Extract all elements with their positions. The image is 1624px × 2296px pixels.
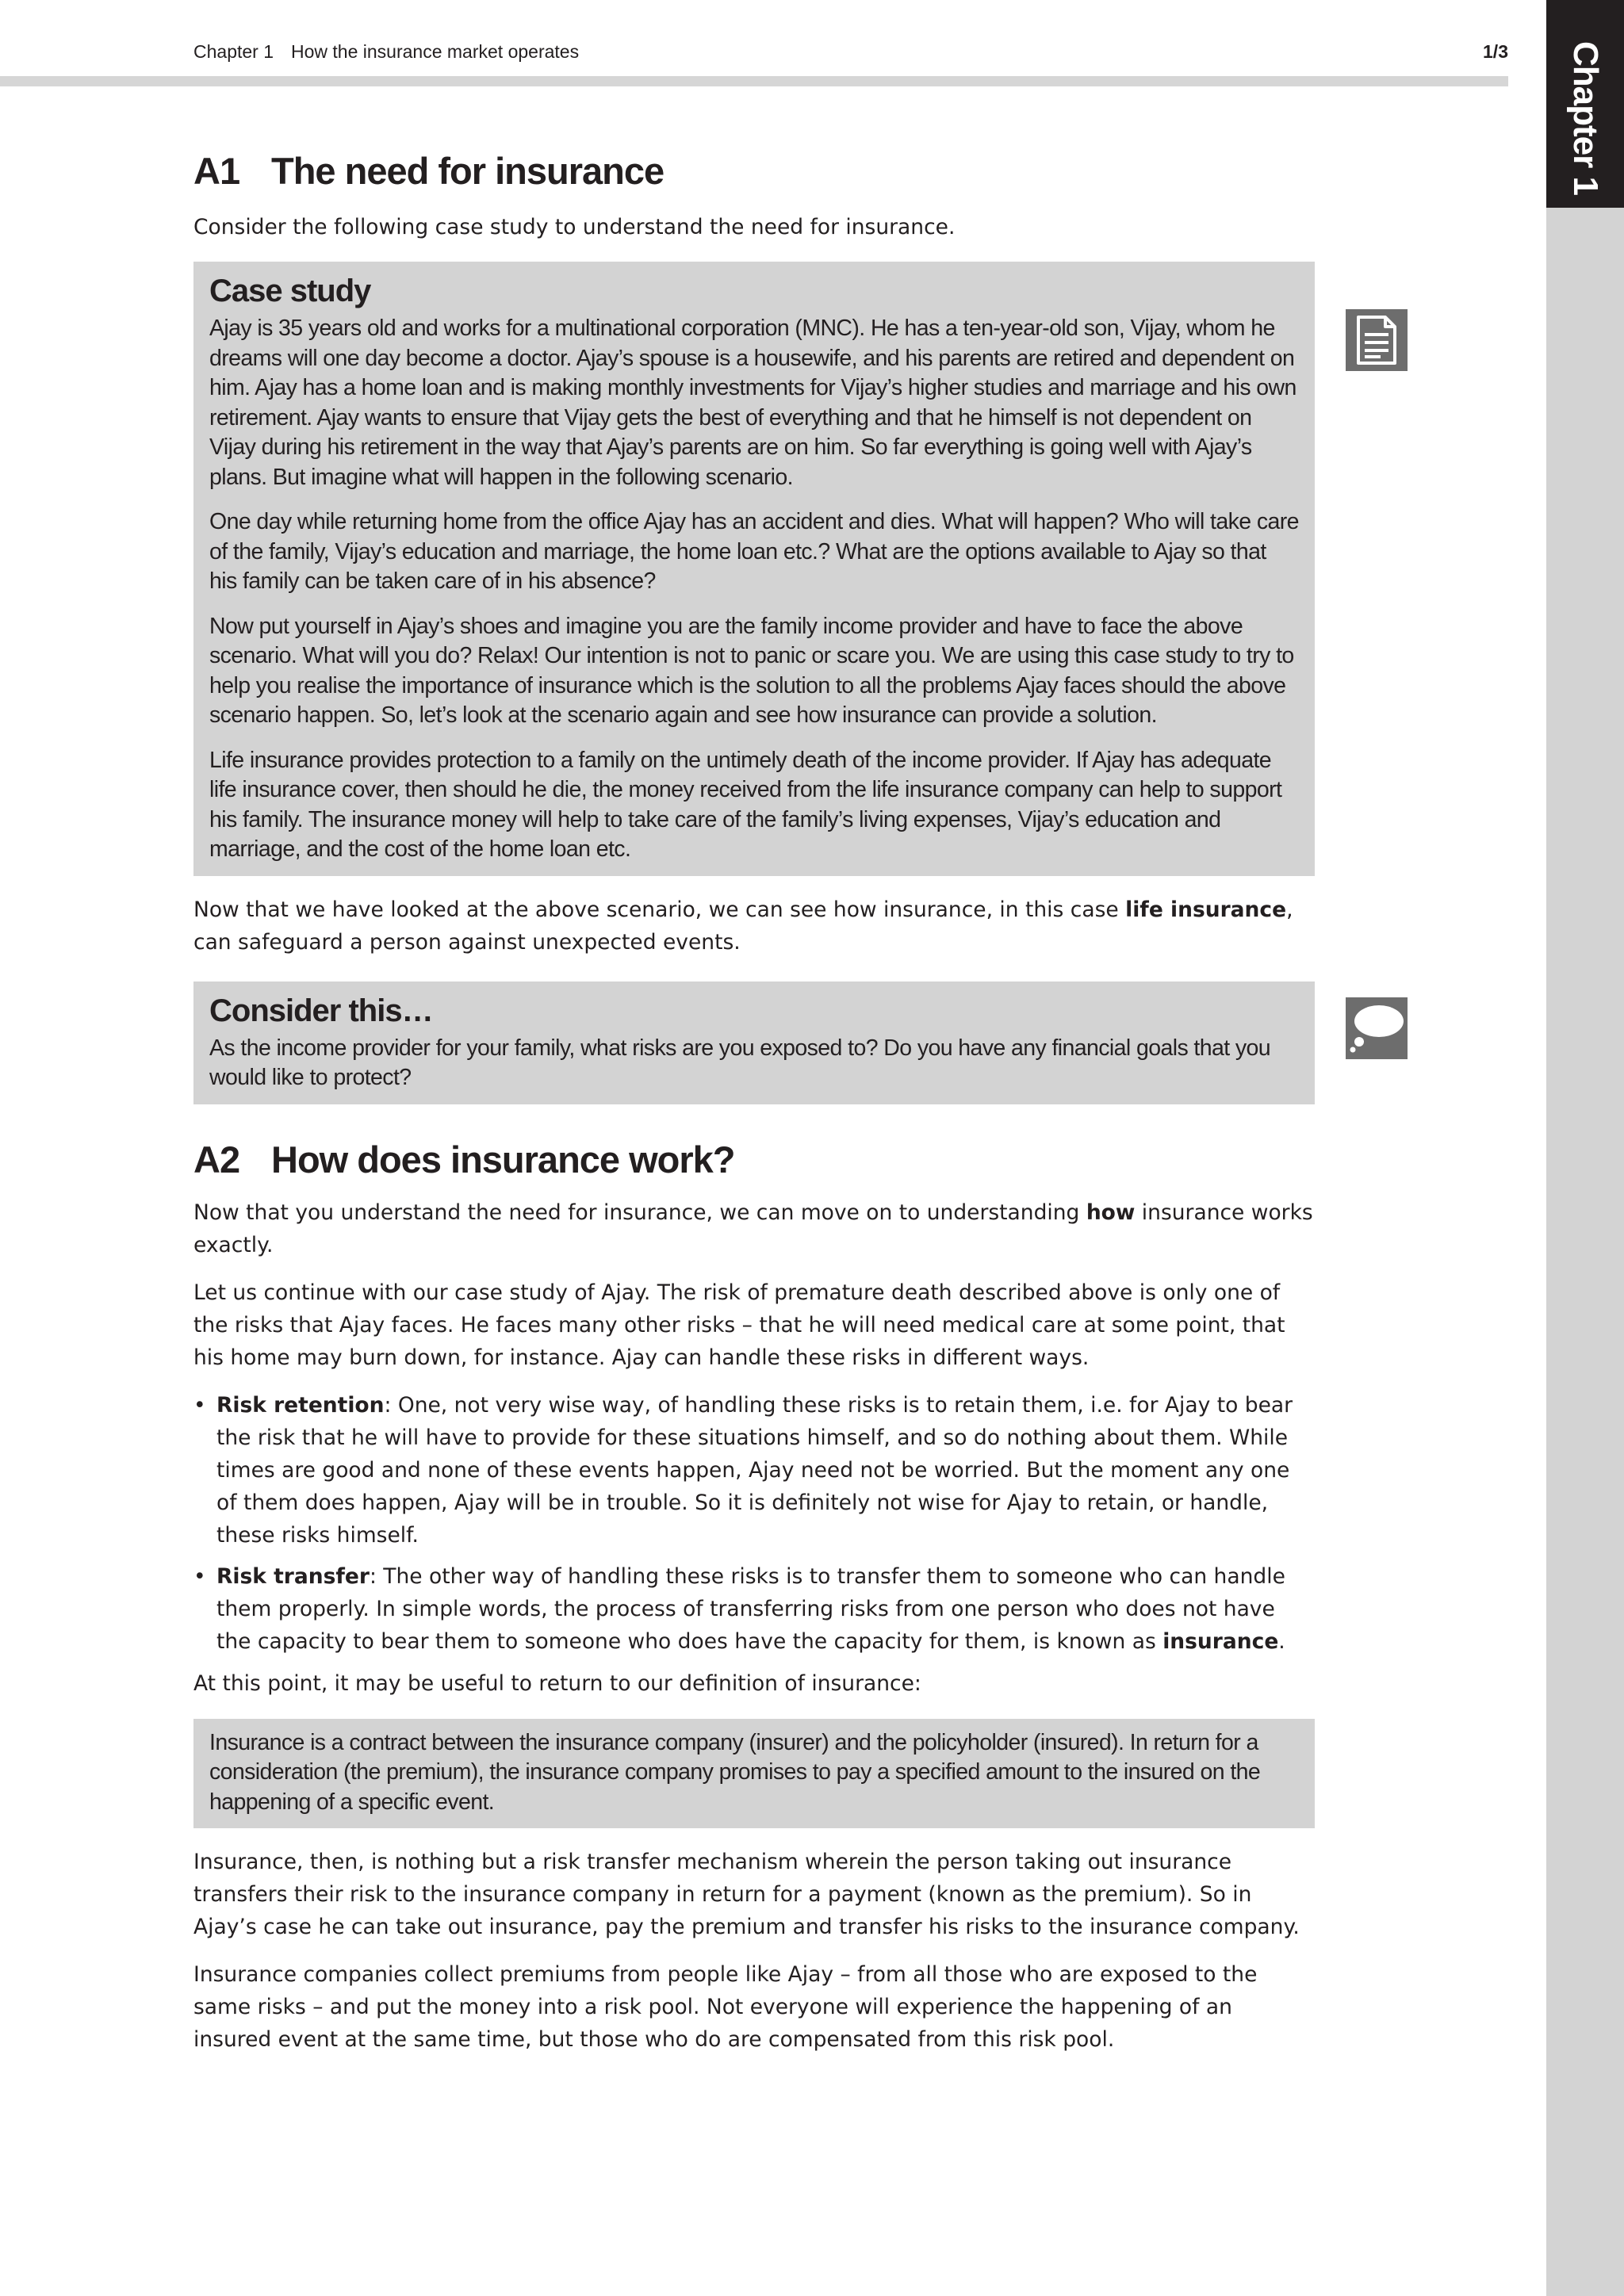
definition-text: Insurance is a contract between the insurance company (insurer) and the policyholder (insured). In return for a consideration (the premium), the insurance company promises to pay a specified amount to the insured on the happening of a specific event. [209, 1729, 1261, 1815]
consider-this-text: As the income provider for your family, what risks are you exposed to? Do you have any financial goals that you would like to protect? [209, 1035, 1271, 1090]
a2-paragraph-3: At this point, it may be useful to return to our definition of insurance: [193, 1670, 921, 1696]
bold-term: how [1086, 1200, 1136, 1225]
page-content [193, 143, 1315, 2056]
chapter-tab-label: Chapter 1 [1566, 41, 1605, 195]
text-run: : The other way of handling these risks is to transfer them to someone who can handle them properly. In simple words, the process of transferring risks from one person who does not have the capacity to bear them to someone who does have the capacity for them, is known as [216, 1563, 1285, 1654]
consider-this-title: Consider this… [209, 993, 433, 1028]
header-rule [0, 76, 1508, 86]
case-study-title: Case study [209, 274, 371, 308]
bold-term: life insurance [1125, 897, 1287, 922]
bullet-icon: • [193, 1563, 206, 1589]
case-study-paragraph: Life insurance provides protection to a family on the untimely death of the income provider. If Ajay has adequate life insurance cover, then should he die, the money received from the life insurance company can help to support his family. The insurance money will help to take care of the family’s living expenses, Vijay’s education and marriage, and the cost of the home loan etc. [209, 747, 1282, 862]
a2-paragraph-4: Insurance, then, is nothing but a risk transfer mechanism wherein the person taking out insurance transfers their risk to the insurance company in return for a payment (known as the premium). So in Ajay’s case he can take out insurance, pay the premium and transfer his risks to the insurance company. [193, 1850, 1300, 1939]
risk-handling-list [193, 1389, 1315, 1658]
header-chapter: Chapter 1 [193, 41, 274, 62]
case-study-paragraph: One day while returning home from the office Ajay has an accident and dies. What will happen? Who will take care of the family, Vijay’s education and marriage, the home loan etc.? What are the options available to Ajay so that his family can be taken care of in his absence? [209, 509, 1299, 594]
a2-paragraph-5: Insurance companies collect premiums from people like Ajay – from all those who are exposed to the same risks – and put the money into a risk pool. Not everyone will experience the happening of an insured event at the same time, but those who do are compensated from this risk pool. [193, 1962, 1258, 2052]
case-study-paragraph: Now put yourself in Ajay’s shoes and imagine you are the family income provider and have to face the above scenario. What will you do? Relax! Our intention is not to panic or scare you. We are using this case study to try to help you realise the importance of insurance which is the solution to all the problems Ajay faces should the above scenario happen. So, let’s look at the scenario again and see how insurance can provide a solution. [209, 613, 1294, 728]
text-run: Now that we have looked at the above scenario, we can see how insurance, in this case [193, 897, 1126, 922]
bullet-icon: • [193, 1392, 206, 1418]
text-run: Now that you understand the need for insurance, we can move on to understanding [193, 1200, 1086, 1225]
a2-paragraph-2: Let us continue with our case study of Ajay. The risk of premature death described above is only one of the risks that Ajay faces. He faces many other risks – that he will need medical care at some point, that his home may burn down, for instance. Ajay can handle these risks in different ways. [193, 1280, 1285, 1370]
text-run: insurance works exactly. [193, 1200, 1313, 1257]
section-title: How does insurance work? [271, 1138, 735, 1181]
text-run: . [1278, 1628, 1285, 1654]
section-title: The need for insurance [271, 150, 665, 192]
bold-term: Risk transfer [216, 1563, 370, 1589]
text-run: : One, not very wise way, of handling these risks is to retain them, i.e. for Ajay to bear the risk that he will have to provide for these situations himself, and so do nothing about them. While times are good and none of these events happen, Ajay need not be worried. But the moment any one of them does happen, Ajay will be in trouble. So it is definitely not wise for Ajay to retain, or handle, these risks himself. [216, 1392, 1293, 1548]
consider-this-panel [193, 982, 1315, 1104]
list-item [193, 1389, 1315, 1552]
bold-term: insurance [1162, 1628, 1279, 1654]
chapter-tab [1546, 0, 1624, 208]
case-study-panel [193, 262, 1315, 876]
section-heading-a2 [193, 1136, 1315, 1184]
text-run: , can safeguard a person against unexpected events. [193, 897, 1293, 955]
a2-paragraph-1 [193, 1196, 1315, 1261]
section-number: A1 [193, 150, 240, 192]
document-icon [1346, 309, 1408, 371]
bold-term: Risk retention [216, 1392, 385, 1418]
list-item [193, 1560, 1315, 1658]
definition-panel [193, 1719, 1315, 1829]
section-number: A2 [193, 1138, 240, 1181]
header-title: How the insurance market operates [291, 41, 580, 62]
a1-intro: Consider the following case study to understand the need for insurance. [193, 215, 956, 239]
running-header [193, 41, 1508, 63]
page-number: 1/3 [1483, 41, 1508, 62]
thought-bubble-icon [1346, 997, 1408, 1059]
case-study-paragraph: Ajay is 35 years old and works for a multinational corporation (MNC). He has a ten-year-old son, Vijay, whom he dreams will one day become a doctor. Ajay’s spouse is a housewife, and his parents are retired and dependent on him. Ajay has a home loan and is making monthly investments for Vijay’s higher studies and marriage and his own retirement. Ajay wants to ensure that Vijay gets the best of everything and that he himself is not dependent on Vijay during his retirement in the way that Ajay’s parents are on him. So far everything is going well with Ajay’s plans. But imagine what will happen in the following scenario. [209, 316, 1297, 490]
side-strip [1546, 0, 1624, 2296]
section-heading-a1 [193, 147, 1315, 195]
a1-after-case [193, 894, 1315, 959]
